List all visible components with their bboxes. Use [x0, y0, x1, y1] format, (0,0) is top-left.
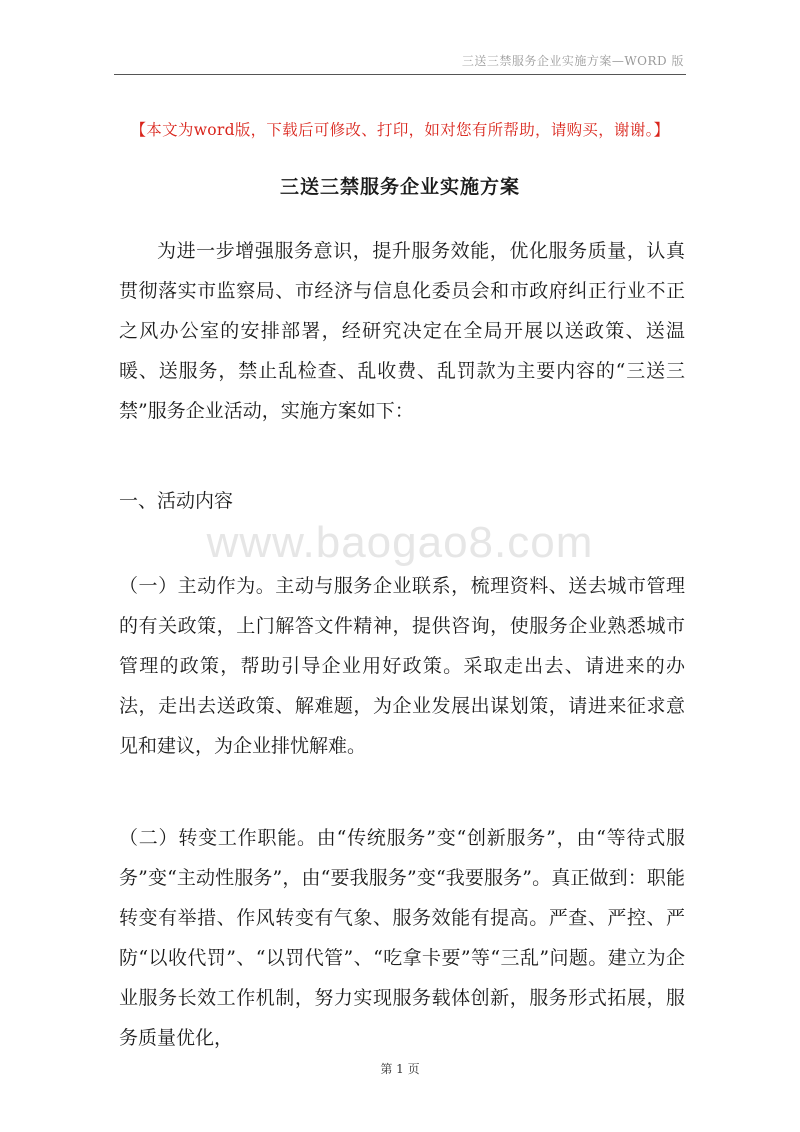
purchase-notice: 【本文为word版，下载后可修改、打印，如对您有所帮助，请购买，谢谢。】 [130, 121, 670, 139]
section-heading-activity-content: 一、活动内容 [119, 490, 234, 512]
running-header: 三送三禁服务企业实施方案—WORD 版 [461, 54, 684, 68]
page-number: 第 1 页 [380, 1062, 420, 1076]
intro-paragraph: 为进一步增强服务意识，提升服务效能，优化服务质量，认真贯彻落实市监察局、市经济与信息化委员会和市政府纠正行业不正之风办公室的安排部署，经研究决定在全局开展以送政策、送温暖、送服务，禁止乱检查、乱收费、乱罚款为主要内容的“三送三禁”服务企业活动，实施方案如下： [119, 240, 685, 422]
header-divider [114, 74, 686, 75]
paragraph-item-2: （二）转变工作职能。由“传统服务”变“创新服务”，由“等待式服务”变“主动性服务”，由“要我服务”变“我要服务”。真正做到：职能转变有举措、作风转变有气象、服务效能有提高。严查、严控、严防“以收代罚”、“以罚代管”、“吃拿卡要”等“三乱”问题。建立为企业服务长效工作机制，努力实现服务载体创新，服务形式拓展，服务质量优化， [119, 827, 685, 1049]
site-watermark: www.baogao8.com [206, 518, 594, 567]
document-title: 三送三禁服务企业实施方案 [279, 176, 520, 198]
paragraph-item-1: （一）主动作为。主动与服务企业联系，梳理资料、送去城市管理的有关政策，上门解答文件精神，提供咨询，使服务企业熟悉城市管理的政策，帮助引导企业用好政策。采取走出去、请进来的办法，走出去送政策、解难题，为企业发展出谋划策，请进来征求意见和建议，为企业排忧解难。 [119, 575, 685, 757]
